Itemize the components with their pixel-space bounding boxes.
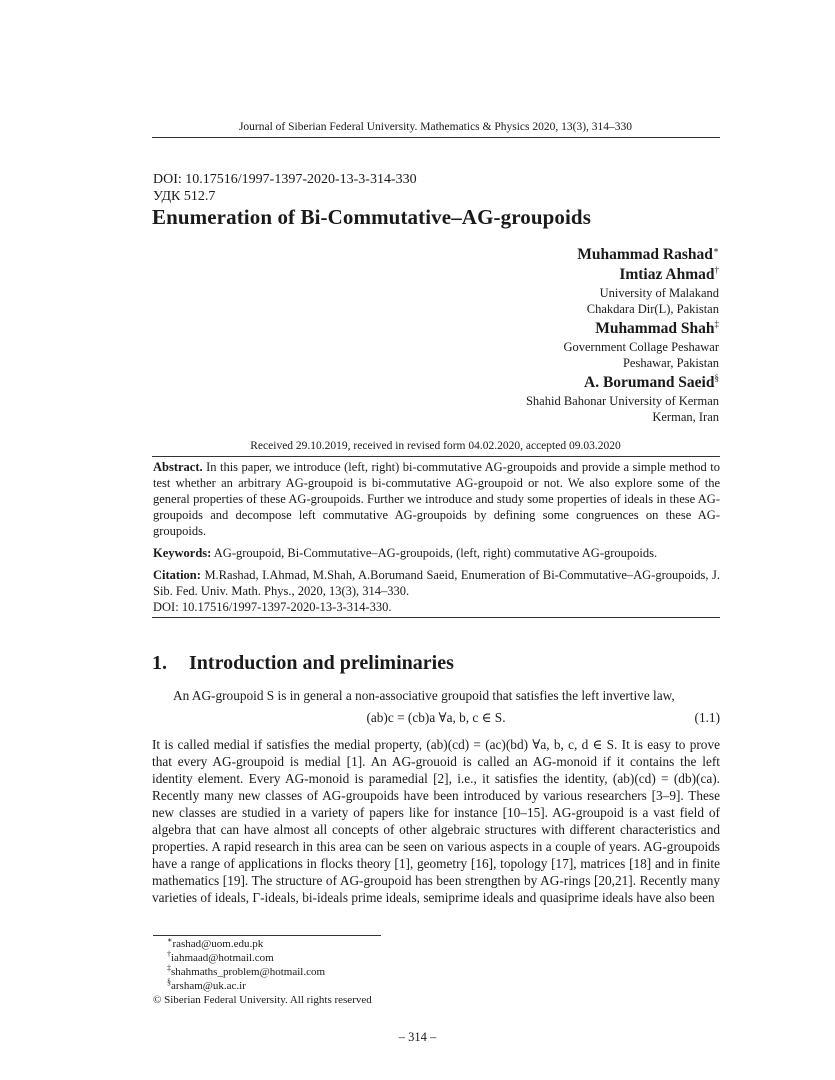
equation	[152, 706, 720, 730]
citation: Citation: M.Rashad, I.Ahmad, M.Shah, A.Borumand Saeid, Enumeration of Bi-Commutative–AG-groupoids, J. Sib. Fed. Univ. Math. Phys., 2020, 13(3), 314–330. DOI: 10.17516/1997-1397-2020-13-3-314-330.	[153, 568, 720, 614]
author-affiliation: Chakdara Dir(L), Pakistan	[586, 302, 719, 316]
author-name: A. Borumand Saeid§	[584, 372, 719, 391]
author-block	[526, 245, 719, 425]
udk-code: УДК 512.7	[153, 189, 216, 204]
abstract-block	[153, 459, 720, 615]
page-number: – 314 –	[398, 1030, 437, 1044]
author-name: Muhammad Rashad∗	[577, 244, 719, 263]
doi: DOI: 10.17516/1997-1397-2020-13-3-314-330	[153, 172, 417, 187]
paragraph: An AG-groupoid S is in general a non-associative groupoid that satisfies the left invertive law,	[173, 688, 675, 703]
abstract: Abstract. In this paper, we introduce (left, right) bi-commutative AG-groupoids and provide a simple method to test whether an arbitrary AG-groupoid is bi-commutative AG-groupoid or not. We also explore some of the general properties of these AG-groupoids. Further we introduce and study some properties of ideals in these AG-groupoids and decompose left commutative AG-groupoids by defining some congruences on these AG-groupoids.	[153, 460, 720, 538]
author-affiliation: Kerman, Iran	[652, 410, 719, 424]
body-text	[152, 687, 720, 906]
abstract-bottom-rule	[152, 617, 720, 618]
copyright: © Siberian Federal University. All rights reserved	[153, 994, 372, 1006]
author-name: Imtiaz Ahmad†	[619, 264, 719, 283]
footnote: †iahmaad@hotmail.com	[167, 949, 274, 964]
paragraph: It is called medial if satisfies the medial property, (ab)(cd) = (ac)(bd) ∀a, b, c, d ∈ S. It is easy to prove that every AG-groupoid is medial [1]. An AG-grouoid is called an AG-monoid if it contains the left identity element. Every AG-monoid is paramedial [2], i.e., it satisfies the identity, (ab)(cd) = (db)(ca). Recently many new classes of AG-groupoids have been introduced by various researchers [3–9]. These new classes are studied in a variety of papers like for instance [10–15]. AG-groupoid is a vast field of algebra that can have almost all concepts of other algebraic structures with different characteristics and properties. A rapid research in this area can be seen on various aspects in a couple of years. AG-groupoids have a range of applications in flocks theory [1], geometry [16], topology [17], matrices [18] and in finite mathematics [19]. The structure of AG-groupoid has been strengthen by AG-rings [20,21]. Recently many varieties of ideals, Γ-ideals, bi-ideals prime ideals, semiprime ideals and quasiprime ideals have also been	[152, 737, 720, 905]
section-heading: 1. Introduction and preliminaries	[152, 652, 454, 674]
received-dates: Received 29.10.2019, received in revised form 04.02.2020, accepted 09.03.2020	[250, 440, 621, 452]
author-name: Muhammad Shah‡	[595, 318, 719, 337]
abstract-top-rule	[152, 456, 720, 457]
header-rule	[152, 137, 720, 138]
keywords: Keywords: AG-groupoid, Bi-Commutative–AG-groupoids, (left, right) commutative AG-groupoids.	[153, 546, 658, 560]
footnote: §arsham@uk.ac.ir	[167, 977, 246, 992]
footnotes	[153, 937, 372, 1007]
author-affiliation: Shahid Bahonar University of Kerman	[525, 394, 719, 408]
author-affiliation: University of Malakand	[599, 286, 719, 300]
footnote: ‡shahmaths_problem@hotmail.com	[167, 963, 326, 978]
footnote-rule	[153, 935, 381, 936]
author-affiliation: Peshawar, Pakistan	[622, 356, 719, 370]
equation-number: (1.1)	[694, 710, 720, 725]
journal-header: Journal of Siberian Federal University. Mathematics & Physics 2020, 13(3), 314–330	[238, 121, 633, 133]
equation-formula: (ab)c = (cb)a ∀a, b, c ∈ S.	[366, 710, 506, 725]
author-affiliation: Government Collage Peshawar	[563, 340, 719, 354]
footnote: ∗rashad@uom.edu.pk	[167, 935, 264, 950]
paper-title: Enumeration of Bi-Commutative–AG-groupoids	[152, 205, 591, 229]
